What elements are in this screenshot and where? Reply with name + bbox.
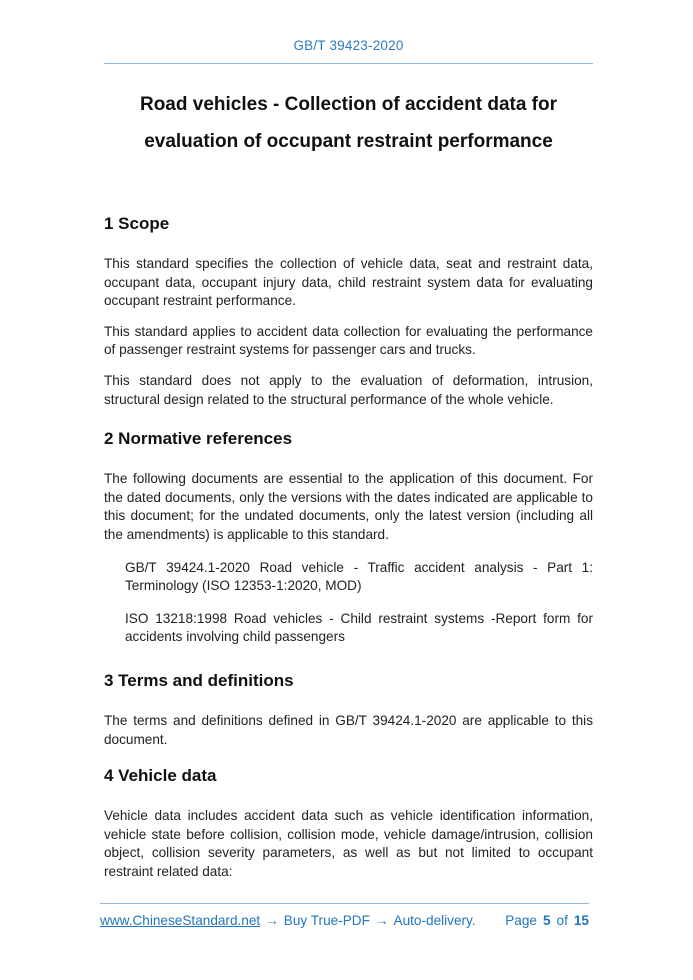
of-label: of xyxy=(556,913,568,928)
arrow-icon: → xyxy=(265,913,279,928)
page-content xyxy=(0,38,693,881)
paragraph: This standard applies to accident data collection for evaluating the performance of passenger restraint systems for passenger cars and trucks. xyxy=(104,323,593,358)
paragraph: The terms and definitions defined in GB/T 39424.1-2020 are applicable to this document. xyxy=(104,712,593,747)
page-indicator xyxy=(505,913,589,928)
paragraph: Vehicle data includes accident data such as vehicle identification information, vehicle state before collision, collision mode, vehicle damage/intrusion, collision object, collision severity parameters, as well as but not limited to occupant restraint related data: xyxy=(104,808,593,879)
footer-left xyxy=(100,913,476,928)
page-label: Page xyxy=(505,913,537,928)
paragraph: This standard specifies the collection of vehicle data, seat and restraint data, occupant data, occupant injury data, child restraint system data for evaluating occupant restraint performance. xyxy=(104,256,593,309)
section-heading-normative-references: 2 Normative references xyxy=(104,429,293,449)
paragraph: This standard does not apply to the evaluation of deformation, intrusion, structural design related to the structural performance of the whole vehicle. xyxy=(104,372,593,407)
footer-action-buy-pdf: Buy True-PDF xyxy=(283,913,370,928)
footer-action-auto-delivery: Auto-delivery. xyxy=(393,913,476,928)
page-footer xyxy=(100,903,589,928)
arrow-icon: → xyxy=(374,913,389,928)
document-title xyxy=(104,86,593,160)
page-current: 5 xyxy=(542,913,551,928)
reference-item: GB/T 39424.1-2020 Road vehicle - Traffic accident analysis - Part 1: Terminology (ISO 12353-1:2020, MOD) xyxy=(125,559,593,594)
document-title-line2: evaluation of occupant restraint performance xyxy=(144,131,553,152)
paragraph: The following documents are essential to the application of this document. For the dated documents, only the versions with the dates indicated are applicable to this document; for the undated documents, only the latest version (including all the amendments) is applicable to this standard. xyxy=(104,471,593,542)
section-heading-scope: 1 Scope xyxy=(104,214,170,233)
page-total: 15 xyxy=(573,913,589,928)
header-doc-number: GB/T 39423-2020 xyxy=(293,38,404,53)
reference-item: ISO 13218:1998 Road vehicles - Child restraint systems -Report form for accidents involving child passengers xyxy=(125,610,593,645)
section-heading-terms-definitions: 3 Terms and definitions xyxy=(104,670,294,690)
section-heading-vehicle-data: 4 Vehicle data xyxy=(104,766,217,786)
footer-website-link[interactable]: www.ChineseStandard.net xyxy=(100,913,261,928)
header-divider xyxy=(104,63,593,64)
document-title-line1: Road vehicles - Collection of accident data for xyxy=(139,94,558,115)
